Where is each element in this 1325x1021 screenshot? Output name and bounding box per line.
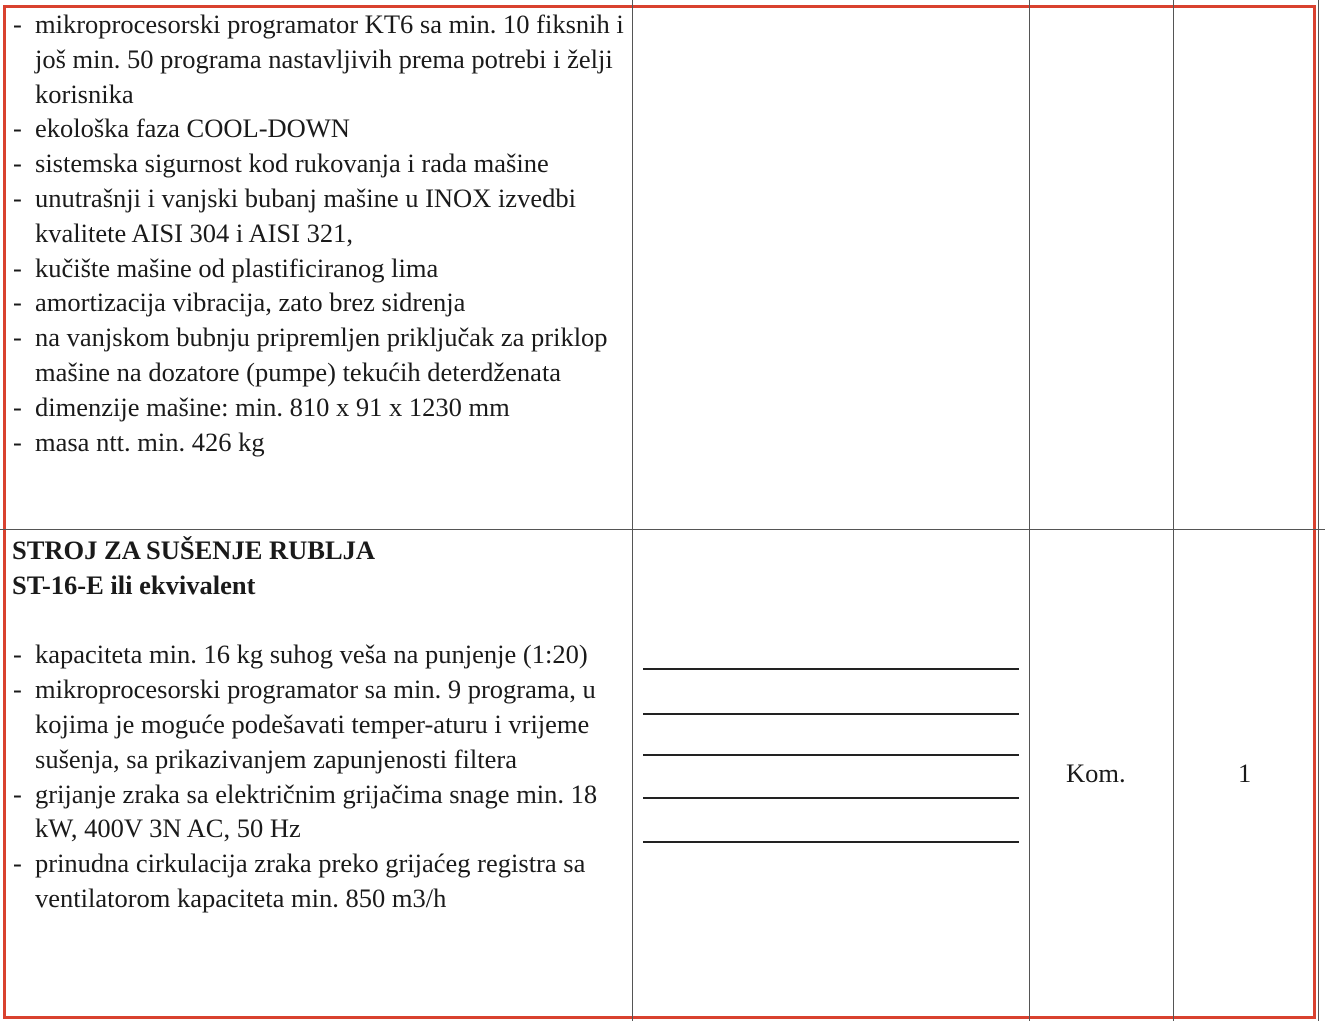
washer-spec-cell [12,7,627,459]
spec-item: - unutrašnji i vanjski bubanj mašine u INOX izvedbi kvalitete AISI 304 i AISI 321, [12,181,627,251]
column-divider-unit [1173,0,1174,1021]
offer-fill-line[interactable] [643,668,1019,670]
unit-of-measure: Kom. [1066,758,1126,788]
spec-item: - mikroprocesorski programator KT6 sa min. 10 fiksnih i još min. 50 programa nastavljivih prema potrebi i želji korisnika [12,7,627,111]
product-model: ST-16-E ili ekvivalent [12,569,256,600]
offer-fill-line[interactable] [643,713,1019,715]
spec-item: - grijanje zraka sa električnim grijačima snage min. 18 kW, 400V 3N AC, 50 Hz [12,777,627,847]
offer-fill-line[interactable] [643,754,1019,756]
spec-item: - na vanjskom bubnju pripremljen priključak za priklop mašine na dozatore (pumpe) tekućih deterdženata [12,320,627,390]
spec-item: - mikroprocesorski programator sa min. 9 programa, u kojima je moguće podešavati temper-aturu i vrijeme sušenja, sa prikazivanjem zapunjenosti filtera [12,672,627,776]
offer-fill-line[interactable] [643,841,1019,843]
column-divider-description [632,0,633,1021]
column-divider-offer [1029,0,1030,1021]
row-divider [0,529,1325,530]
spec-item: - sistemska sigurnost kod rukovanja i rada mašine [12,146,627,181]
spec-item: - amortizacija vibracija, zato brez sidrenja [12,285,627,320]
spec-item: - ekološka faza COOL-DOWN [12,111,627,146]
column-divider-right [1318,0,1319,1021]
offer-fill-line[interactable] [643,797,1019,799]
product-title: STROJ ZA SUŠENJE RUBLJA [12,535,376,565]
spec-item: - kučište mašine od plastificiranog lima [12,251,627,286]
quantity: 1 [1238,758,1252,788]
spec-item: - prinudna cirkulacija zraka preko grijaćeg registra sa ventilatorom kapaciteta min. 850 m3/h [12,846,627,916]
spec-item: - masa ntt. min. 426 kg [12,425,627,460]
blank-line [12,603,627,638]
spec-item: - dimenzije mašine: min. 810 x 91 x 1230 mm [12,390,627,425]
spec-item: - kapaciteta min. 16 kg suhog veša na punjenje (1:20) [12,637,627,672]
dryer-spec-cell [12,533,627,916]
